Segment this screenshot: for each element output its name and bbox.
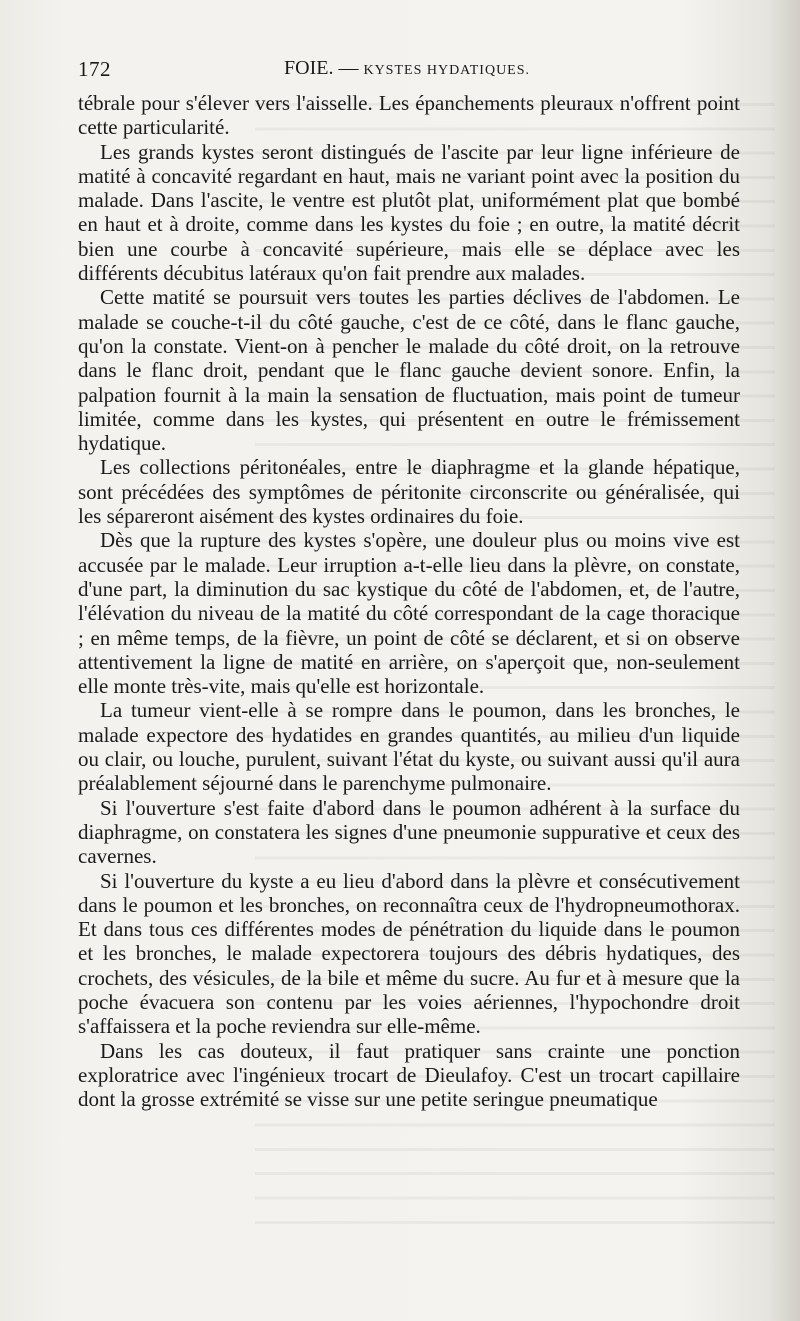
running-head-dash: —	[338, 57, 359, 79]
page-number: 172	[78, 57, 111, 81]
paragraph: Dès que la rupture des kystes s'opère, une douleur plus ou moins vive est accusée par le malade. Leur irruption a-t-elle lieu dans la plèvre, on constate, d'une part, la diminution du sac kystique du côté de l'abdomen, et, de l'autre, l'élévation du niveau de la matité du côté correspondant de la cage thoracique ; en même temps, de la fièvre, un point de côté se déclarent, et si on observe attentivement la ligne de matité en arrière, on s'aperçoit que, non-seulement elle monte très-vite, mais qu'elle est horizontale.	[78, 528, 740, 699]
body-text	[78, 91, 740, 1111]
running-head	[284, 57, 530, 80]
paragraph: tébrale pour s'élever vers l'aisselle. Les épanchements pleuraux n'offrent point cette particularité.	[78, 91, 740, 140]
paragraph: Les collections péritonéales, entre le diaphragme et la glande hépatique, sont précédées des symptômes de péritonite circonscrite ou généralisée, qui les sépareront aisément des kystes ordinaires du foie.	[78, 455, 740, 529]
paragraph: La tumeur vient-elle à se rompre dans le poumon, dans les bronches, le malade expectore des hydatides en grandes quantités, au milieu d'un liquide ou clair, ou louche, purulent, suivant l'état du kyste, ou suivant aussi qu'il aura préalablement séjourné dans le parenchyme pulmonaire.	[78, 698, 740, 796]
paragraph: Les grands kystes seront distingués de l'ascite par leur ligne inférieure de matité à concavité regardant en haut, mais ne variant point avec la position du malade. Dans l'ascite, le ventre est plutôt plat, uniformément plat que bombé en haut et à droite, comme dans les kystes du foie ; en outre, la matité décrit bien une courbe à concavité supérieure, mais elle se déplace avec les différents décubitus latéraux qu'on fait prendre aux malades.	[78, 139, 740, 286]
paragraph: Dans les cas douteux, il faut pratiquer sans crainte une ponction exploratrice avec l'ingénieux trocart de Dieulafoy. C'est un trocart capillaire dont la grosse extrémité se visse sur une petite seringue pneumatique	[78, 1038, 740, 1112]
paragraph: Cette matité se poursuit vers toutes les parties déclives de l'abdomen. Le malade se couche-t-il du côté gauche, c'est de ce côté, dans le flanc gauche, qu'on la constate. Vient-on à pencher le malade du côté droit, on la retrouve dans le flanc droit, pendant que le flanc gauche devient sonore. Enfin, la palpation fournit à la main la sensation de fluctuation, mais point de tumeur limitée, comme dans les kystes, qui présentent en outre le frémissement hydatique.	[78, 285, 740, 456]
page-header	[78, 57, 740, 83]
paragraph: Si l'ouverture du kyste a eu lieu d'abord dans la plèvre et consécutivement dans le poumon et les bronches, on reconnaîtra ceux de l'hydropneumothorax. Et dans tous ces différentes modes de pénétration du liquide dans le poumon et les bronches, le malade expectorera toujours des débris hydatiques, des crochets, des vésicules, de la bile et même du sucre. Au fur et à mesure que la poche évacuera son contenu par les voies aériennes, l'hypochondre droit s'affaissera et la poche reviendra sur elle-même.	[78, 868, 740, 1039]
running-head-subtitle: KYSTES HYDATIQUES.	[363, 63, 531, 78]
paragraph: Si l'ouverture s'est faite d'abord dans le poumon adhérent à la surface du diaphragme, on constatera les signes d'une pneumonie suppurative et ceux des cavernes.	[78, 795, 740, 869]
running-head-title: FOIE.	[284, 57, 334, 79]
